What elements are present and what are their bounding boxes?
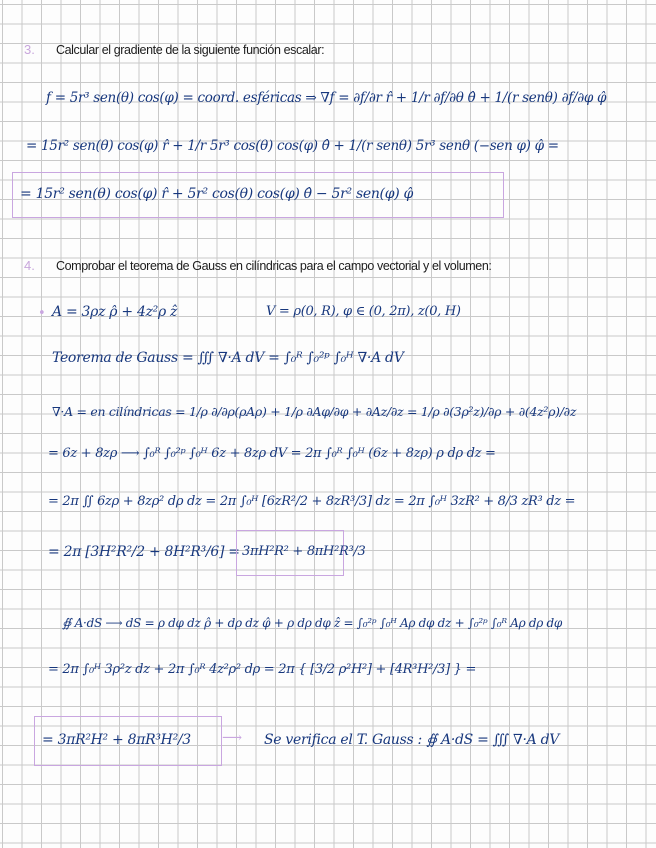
problem-3-number: 3.: [24, 42, 35, 57]
problem-4-step-3: = 2π [3H²R²/2 + 8H²R³/6] =: [48, 544, 240, 560]
problem-4-statement: Comprobar el teorema de Gauss en cilíndricas para el campo vectorial y el volumen:: [56, 259, 492, 273]
problem-4-gauss-theorem: Teorema de Gauss = ∭ ∇·A dV = ∫₀ᴿ ∫₀²ᵖ ∫₀ᴴ ∇·A dV: [52, 350, 404, 366]
problem-4-volume: V = ρ(0, R), φ ∈ (0, 2π), z(0, H): [266, 304, 461, 319]
arrow-icon: ⟶: [222, 730, 242, 746]
problem-3-line-1: f = 5r³ sen(θ) cos(φ) = coord. esféricas ⇒ ∇f = ∂f/∂r r̂ + 1/r ∂f/∂θ θ̂ + 1/(r senθ) ∂f/∂φ φ̂: [46, 90, 607, 106]
problem-4-number: 4.: [24, 258, 35, 273]
bullet-dot: •: [38, 306, 46, 321]
problem-4-divergence: ∇·A = en cilíndricas = 1/ρ ∂/∂ρ(ρAρ) + 1/ρ ∂Aφ/∂φ + ∂Az/∂z = 1/ρ ∂(3ρ²z)/∂ρ + ∂(4z²ρ)/∂z: [52, 404, 577, 419]
problem-4-step-1: = 6z + 8zρ ⟶ ∫₀ᴿ ∫₀²ᵖ ∫₀ᴴ 6z + 8zρ dV = 2π ∫₀ᴿ ∫₀ᴴ (6z + 8zρ) ρ dρ dz =: [48, 446, 496, 461]
problem-4-field: A = 3ρz ρ̂ + 4z²ρ ẑ: [52, 304, 178, 320]
problem-4-final-result: = 3πR²H² + 8πR³H²/3: [42, 732, 191, 748]
problem-3-result: = 15r² sen(θ) cos(φ) r̂ + 5r² cos(θ) cos(φ) θ̂ − 5r² sen(φ) φ̂: [20, 186, 414, 202]
problem-3-statement: Calcular el gradiente de la siguiente función escalar:: [56, 43, 325, 57]
problem-4-conclusion: Se verifica el T. Gauss : ∯ A·dS = ∭ ∇·A dV: [264, 732, 560, 748]
problem-3-line-2: = 15r² sen(θ) cos(φ) r̂ + 1/r 5r³ cos(θ) cos(φ) θ̂ + 1/(r senθ) 5r³ senθ (−sen φ) φ̂ =: [26, 138, 559, 154]
problem-4-volume-result: 3πH²R² + 8πH²R³/3: [242, 544, 366, 559]
problem-4-step-2: = 2π ∬ 6zρ + 8zρ² dρ dz = 2π ∫₀ᴴ [6zR²/2 + 8zR³/3] dz = 2π ∫₀ᴴ 3zR² + 8/3 zR³ dz =: [48, 494, 576, 509]
problem-4-flux-1: ∯ A·dS ⟶ dS = ρ dφ dz ρ̂ + dρ dz φ̂ + ρ dρ dφ ẑ = ∫₀²ᵖ ∫₀ᴴ Aρ dφ dz + ∫₀²ᵖ ∫₀ᴿ Aρ dρ dφ: [62, 616, 562, 630]
problem-4-flux-2: = 2π ∫₀ᴴ 3ρ²z dz + 2π ∫₀ᴿ 4z²ρ² dρ = 2π { [3/2 ρ²H²] + [4R³H²/3] } =: [48, 662, 477, 677]
